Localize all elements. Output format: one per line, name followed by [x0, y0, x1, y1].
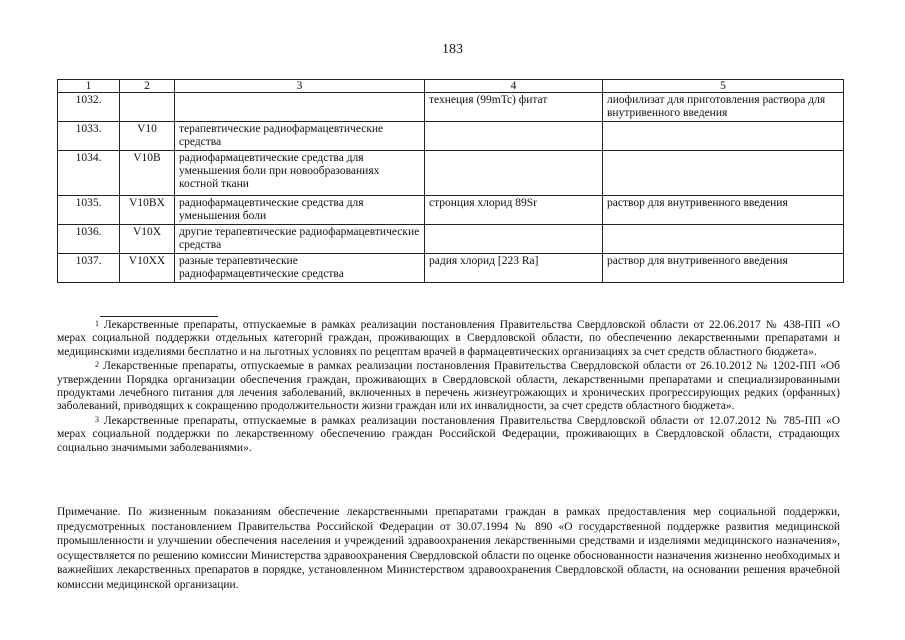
footnote-mark: 3: [95, 414, 99, 424]
column-header-form: 5: [603, 80, 844, 93]
footnote-mark: 1: [95, 319, 99, 328]
table-row: [58, 93, 844, 122]
footnote-mark: 2: [95, 360, 99, 370]
table-row: [58, 225, 844, 254]
pharmacological-group: терапевтические радиофармацевтические средства: [175, 122, 425, 151]
dosage-form: [603, 122, 844, 151]
drug-table: [57, 79, 844, 283]
table-header-row: [58, 80, 844, 93]
row-number: 1034.: [58, 151, 120, 196]
atc-code: V10X: [120, 225, 175, 254]
footnote-text: Лекарственные препараты, отпускаемые в рамках реализации постановления Правительства Свердловской области от 26.10.2012 № 1202-ПП «Об утверждении Порядка организации обеспечения граждан, проживающих в Свердловской области, лекарственными препаратами и специализированными продуктами лечебного питания для лечения заболеваний, включенных в перечень жизнеугрожающих и хронических прогрессирующих редких (орфанных) заболеваний, приводящих к сокращению продолжительности жизни граждан или их инвалидности, за счет средств областного бюджета».: [57, 360, 840, 413]
table-row: [58, 122, 844, 151]
footnote-separator: [100, 316, 218, 317]
dosage-form: раствор для внутривенного введения: [603, 254, 844, 283]
active-substance: [425, 151, 603, 196]
dosage-form: раствор для внутривенного введения: [603, 196, 844, 225]
table-row: [58, 254, 844, 283]
column-header-code: 2: [120, 80, 175, 93]
footnotes: [57, 319, 840, 456]
atc-code: V10: [120, 122, 175, 151]
column-header-group: 3: [175, 80, 425, 93]
row-number: 1032.: [58, 93, 120, 122]
active-substance: [425, 225, 603, 254]
active-substance: технеция (99mTc) фитат: [425, 93, 603, 122]
footnote-text: Лекарственные препараты, отпускаемые в рамках реализации постановления Правительства Свердловской области от 22.06.2017 № 438-ПП «О мерах социальной поддержки отдельных категорий граждан, проживающих в Свердловской области, по обеспечению лекарственными препаратами и медицинскими изделиями бесплатно и на льготных условиях по рецептам врачей в фармацевтических организациях за счет средств областного бюджета».: [57, 319, 841, 358]
pharmacological-group: разные терапевтические радиофармацевтические средства: [175, 254, 425, 283]
row-number: 1035.: [58, 196, 120, 225]
row-number: 1033.: [58, 122, 120, 151]
row-number: 1036.: [58, 225, 120, 254]
pharmacological-group: [175, 93, 425, 122]
active-substance: стронция хлорид 89Sr: [425, 196, 603, 225]
dosage-form: [603, 151, 844, 196]
pharmacological-group: радиофармацевтические средства для уменьшения боли: [175, 196, 425, 225]
footnote-3: [57, 415, 840, 455]
column-header-number: 1: [58, 80, 120, 93]
column-header-substance: 4: [425, 80, 603, 93]
table-row: [58, 196, 844, 225]
note-paragraph: Примечание. По жизненным показаниям обеспечение лекарственными препаратами граждан в рамках предоставления мер социальной поддержки, предусмотренных постановлением Правительства Российской Федерации от 30.07.1994 № 890 «О государственной поддержке развития медицинской промышленности и улучшении обеспечения населения и учреждений здравоохранения лекарственными средствами и изделиями медицинского назначения», осуществляется по решению комиссии Министерства здравоохранения Свердловской области по оценке обоснованности назначения жизненно необходимых и важнейших лекарственных препаратов в порядке, установленном Министерством здравоохранения Свердловской области, на основании решения врачебной комиссии медицинской организации.: [57, 506, 840, 591]
dosage-form: [603, 225, 844, 254]
atc-code: V10BX: [120, 196, 175, 225]
active-substance: [425, 122, 603, 151]
active-substance: радия хлорид [223 Ra]: [425, 254, 603, 283]
pharmacological-group: радиофармацевтические средства для уменьшения боли при новообразованиях костной ткани: [175, 151, 425, 196]
atc-code: [120, 93, 175, 122]
footnote-text: Лекарственные препараты, отпускаемые в рамках реализации постановления Правительства Свердловской области от 12.07.2012 № 785-ПП «О мерах социальной поддержки по лекарственному обеспечению граждан Российской Федерации, проживающих в Свердловской области, страдающих социально значимыми заболеваниями».: [57, 414, 841, 454]
dosage-form: лиофилизат для приготовления раствора для внутривенного введения: [603, 93, 844, 122]
page-number: 183: [442, 42, 463, 57]
atc-code: V10B: [120, 151, 175, 196]
row-number: 1037.: [58, 254, 120, 283]
pharmacological-group: другие терапевтические радиофармацевтические средства: [175, 225, 425, 254]
footnote-2: [57, 360, 840, 414]
atc-code: V10XX: [120, 254, 175, 283]
table-row: [58, 151, 844, 196]
footnote-1: [57, 319, 840, 359]
